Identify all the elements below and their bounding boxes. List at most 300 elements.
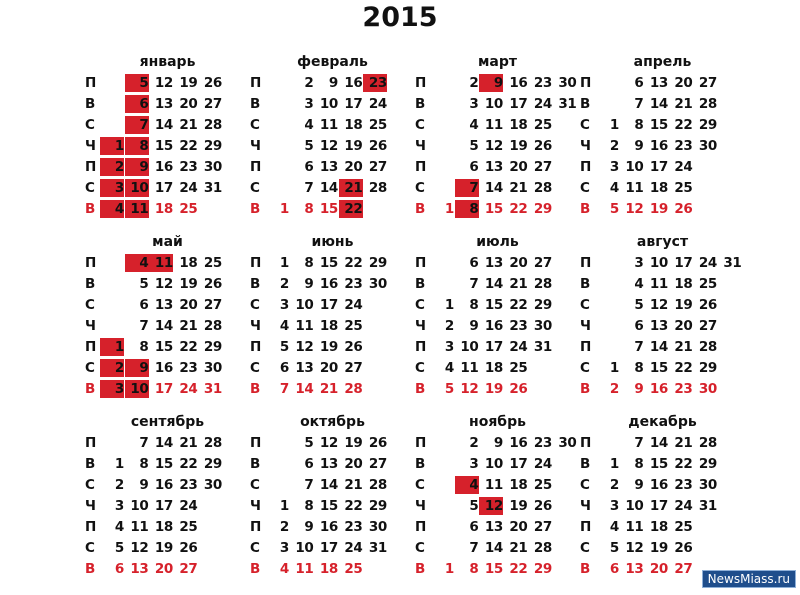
day-cell: 20 — [509, 159, 528, 175]
day-cell: 14 — [154, 435, 173, 451]
day-cell: 5 — [139, 276, 149, 292]
weekday-label: С — [250, 180, 260, 196]
day-cell: 31 — [558, 96, 577, 112]
day-cell: 5 — [125, 74, 149, 92]
day-cell: 13 — [319, 159, 338, 175]
day-cell: 18 — [319, 318, 338, 334]
day-cell: 18 — [649, 519, 668, 535]
day-cell: 2 — [100, 359, 124, 377]
weekday-label: С — [580, 180, 590, 196]
day-cell: 1 — [609, 360, 619, 376]
day-cell: 14 — [484, 540, 503, 556]
day-cell: 1 — [100, 137, 124, 155]
weekday-label: В — [415, 201, 426, 217]
day-cell: 23 — [179, 360, 198, 376]
day-cell: 15 — [154, 456, 173, 472]
day-cell: 25 — [674, 180, 693, 196]
day-cell: 29 — [533, 561, 552, 577]
day-cell: 30 — [698, 477, 717, 493]
day-cell: 1 — [100, 338, 124, 356]
day-cell: 25 — [674, 519, 693, 535]
day-cell: 14 — [319, 180, 338, 196]
weekday-label: В — [85, 96, 96, 112]
day-cell: 26 — [203, 276, 222, 292]
day-cell: 13 — [130, 561, 149, 577]
day-cell: 3 — [100, 380, 124, 398]
day-cell: 21 — [674, 435, 693, 451]
weekday-label: С — [85, 117, 95, 133]
day-cell: 2 — [469, 435, 479, 451]
day-cell: 26 — [674, 201, 693, 217]
day-cell: 12 — [625, 540, 644, 556]
day-cell: 25 — [344, 318, 363, 334]
weekday-label: С — [85, 360, 95, 376]
weekday-label: С — [580, 360, 590, 376]
day-cell: 20 — [154, 561, 173, 577]
day-cell: 28 — [203, 435, 222, 451]
day-cell: 23 — [674, 477, 693, 493]
day-cell: 11 — [125, 200, 149, 218]
day-cell: 29 — [698, 117, 717, 133]
day-cell: 20 — [344, 159, 363, 175]
day-cell: 18 — [509, 477, 528, 493]
weekday-label: В — [85, 201, 96, 217]
day-cell: 12 — [484, 138, 503, 154]
day-cell: 5 — [304, 138, 314, 154]
day-cell: 3 — [279, 540, 289, 556]
weekday-label: В — [580, 561, 591, 577]
month-11 — [575, 412, 750, 592]
day-cell: 14 — [649, 435, 668, 451]
day-cell: 22 — [674, 360, 693, 376]
day-cell: 27 — [533, 519, 552, 535]
day-cell: 22 — [509, 201, 528, 217]
day-cell: 14 — [319, 477, 338, 493]
day-cell: 20 — [509, 519, 528, 535]
day-cell: 2 — [609, 477, 619, 493]
day-cell: 26 — [368, 138, 387, 154]
day-cell: 30 — [368, 519, 387, 535]
weekday-label: П — [85, 339, 97, 355]
weekday-label: В — [415, 561, 426, 577]
weekday-label: С — [580, 117, 590, 133]
weekday-label: В — [415, 96, 426, 112]
day-cell: 30 — [533, 318, 552, 334]
day-cell: 20 — [179, 297, 198, 313]
month-name: январь — [139, 54, 196, 70]
day-cell: 26 — [674, 540, 693, 556]
day-cell: 10 — [295, 297, 314, 313]
day-cell: 17 — [509, 96, 528, 112]
day-cell: 25 — [203, 255, 222, 271]
day-cell: 4 — [455, 476, 479, 494]
day-cell: 19 — [154, 540, 173, 556]
day-cell: 6 — [125, 95, 149, 113]
day-cell: 14 — [484, 180, 503, 196]
day-cell: 16 — [319, 276, 338, 292]
day-cell: 1 — [279, 201, 289, 217]
day-cell: 16 — [154, 477, 173, 493]
weekday-label: П — [250, 435, 262, 451]
weekday-label: В — [580, 96, 591, 112]
day-cell: 21 — [179, 435, 198, 451]
day-cell: 23 — [533, 435, 552, 451]
day-cell: 25 — [344, 561, 363, 577]
day-cell: 19 — [649, 540, 668, 556]
day-cell: 9 — [479, 74, 503, 92]
day-cell: 21 — [319, 381, 338, 397]
month-name: март — [477, 54, 518, 70]
day-cell: 12 — [649, 297, 668, 313]
day-cell: 19 — [649, 201, 668, 217]
day-cell: 13 — [649, 318, 668, 334]
day-cell: 28 — [368, 477, 387, 493]
day-cell: 11 — [484, 117, 503, 133]
day-cell: 16 — [509, 75, 528, 91]
day-cell: 22 — [179, 138, 198, 154]
day-cell: 9 — [304, 519, 314, 535]
day-cell: 28 — [344, 381, 363, 397]
day-cell: 7 — [279, 381, 289, 397]
weekday-label: П — [580, 339, 592, 355]
day-cell: 2 — [609, 138, 619, 154]
day-cell: 27 — [698, 75, 717, 91]
day-cell: 22 — [674, 456, 693, 472]
day-cell: 10 — [125, 380, 149, 398]
day-cell: 15 — [154, 339, 173, 355]
day-cell: 16 — [649, 381, 668, 397]
day-cell: 27 — [179, 561, 198, 577]
day-cell: 12 — [479, 497, 503, 515]
day-cell: 11 — [625, 180, 644, 196]
day-cell: 15 — [154, 138, 173, 154]
day-cell: 17 — [154, 381, 173, 397]
day-cell: 17 — [509, 456, 528, 472]
day-cell: 17 — [154, 498, 173, 514]
day-cell: 15 — [649, 117, 668, 133]
day-cell: 26 — [179, 540, 198, 556]
weekday-label: Ч — [415, 318, 426, 334]
month-7 — [575, 232, 750, 412]
day-cell: 5 — [469, 138, 479, 154]
day-cell: 5 — [634, 297, 644, 313]
day-cell: 7 — [469, 540, 479, 556]
day-cell: 15 — [319, 498, 338, 514]
day-cell: 18 — [154, 519, 173, 535]
day-cell: 30 — [698, 381, 717, 397]
day-cell: 6 — [139, 297, 149, 313]
day-cell: 11 — [319, 117, 338, 133]
weekday-label: Ч — [580, 498, 591, 514]
day-cell: 20 — [319, 360, 338, 376]
day-cell: 3 — [279, 297, 289, 313]
day-cell: 2 — [100, 158, 124, 176]
weekday-label: В — [250, 276, 261, 292]
day-cell: 23 — [363, 74, 387, 92]
weekday-label: В — [415, 276, 426, 292]
day-cell: 1 — [444, 201, 454, 217]
day-cell: 26 — [698, 297, 717, 313]
day-cell: 29 — [533, 201, 552, 217]
weekday-label: С — [85, 477, 95, 493]
day-cell: 21 — [509, 276, 528, 292]
day-cell: 4 — [444, 360, 454, 376]
weekday-label: В — [580, 456, 591, 472]
day-cell: 27 — [368, 159, 387, 175]
day-cell: 12 — [625, 201, 644, 217]
day-cell: 10 — [625, 159, 644, 175]
day-cell: 26 — [533, 498, 552, 514]
day-cell: 1 — [279, 255, 289, 271]
day-cell: 12 — [295, 339, 314, 355]
day-cell: 11 — [649, 276, 668, 292]
day-cell: 8 — [139, 339, 149, 355]
month-name: сентябрь — [130, 414, 205, 430]
day-cell: 11 — [625, 519, 644, 535]
weekday-label: С — [250, 477, 260, 493]
month-name: октябрь — [300, 414, 365, 430]
day-cell: 8 — [125, 137, 149, 155]
day-cell: 23 — [344, 276, 363, 292]
day-cell: 7 — [634, 435, 644, 451]
weekday-label: В — [85, 276, 96, 292]
day-cell: 18 — [179, 255, 198, 271]
weekday-label: П — [85, 435, 97, 451]
weekday-label: С — [415, 180, 425, 196]
day-cell: 15 — [319, 201, 338, 217]
day-cell: 4 — [279, 561, 289, 577]
day-cell: 10 — [295, 540, 314, 556]
day-cell: 30 — [203, 360, 222, 376]
weekday-label: В — [580, 276, 591, 292]
day-cell: 4 — [304, 117, 314, 133]
day-cell: 12 — [154, 75, 173, 91]
day-cell: 8 — [455, 200, 479, 218]
day-cell: 24 — [179, 498, 198, 514]
day-cell: 7 — [634, 339, 644, 355]
day-cell: 16 — [649, 477, 668, 493]
day-cell: 10 — [460, 339, 479, 355]
weekday-label: Ч — [250, 498, 261, 514]
day-cell: 12 — [460, 381, 479, 397]
day-cell: 15 — [484, 201, 503, 217]
day-cell: 11 — [460, 360, 479, 376]
day-cell: 11 — [484, 477, 503, 493]
weekday-label: Ч — [580, 318, 591, 334]
day-cell: 21 — [674, 339, 693, 355]
day-cell: 28 — [203, 318, 222, 334]
day-cell: 3 — [114, 498, 124, 514]
day-cell: 26 — [368, 435, 387, 451]
day-cell: 4 — [469, 117, 479, 133]
day-cell: 31 — [203, 180, 222, 196]
month-3 — [575, 52, 750, 232]
day-cell: 22 — [339, 200, 363, 218]
day-cell: 28 — [698, 435, 717, 451]
day-cell: 19 — [509, 498, 528, 514]
day-cell: 4 — [634, 276, 644, 292]
day-cell: 5 — [609, 540, 619, 556]
day-cell: 2 — [279, 276, 289, 292]
weekday-label: Ч — [250, 318, 261, 334]
day-cell: 23 — [179, 477, 198, 493]
day-cell: 1 — [444, 561, 454, 577]
day-cell: 2 — [114, 477, 124, 493]
day-cell: 10 — [125, 179, 149, 197]
day-cell: 20 — [674, 318, 693, 334]
day-cell: 7 — [469, 276, 479, 292]
day-cell: 17 — [649, 498, 668, 514]
month-2 — [410, 52, 585, 232]
month-name: декабрь — [628, 414, 697, 430]
weekday-label: В — [250, 96, 261, 112]
weekday-label: В — [250, 561, 261, 577]
day-cell: 2 — [279, 519, 289, 535]
day-cell: 4 — [609, 180, 619, 196]
day-cell: 29 — [368, 498, 387, 514]
day-cell: 9 — [125, 359, 149, 377]
day-cell: 2 — [444, 318, 454, 334]
day-cell: 3 — [304, 96, 314, 112]
day-cell: 25 — [533, 117, 552, 133]
month-1 — [245, 52, 420, 232]
weekday-label: П — [580, 255, 592, 271]
weekday-label: С — [415, 117, 425, 133]
day-cell: 19 — [179, 75, 198, 91]
day-cell: 24 — [698, 255, 717, 271]
day-cell: 5 — [304, 435, 314, 451]
weekday-label: Ч — [250, 138, 261, 154]
month-name: июль — [476, 234, 519, 250]
day-cell: 18 — [319, 561, 338, 577]
day-cell: 21 — [674, 96, 693, 112]
day-cell: 28 — [698, 96, 717, 112]
day-cell: 18 — [344, 117, 363, 133]
day-cell: 31 — [203, 381, 222, 397]
weekday-label: Ч — [85, 138, 96, 154]
day-cell: 24 — [509, 339, 528, 355]
weekday-label: С — [415, 540, 425, 556]
day-cell: 3 — [100, 179, 124, 197]
day-cell: 13 — [625, 561, 644, 577]
day-cell: 10 — [484, 456, 503, 472]
watermark-badge: NewsMiass.ru — [702, 570, 796, 588]
day-cell: 13 — [484, 519, 503, 535]
day-cell: 27 — [533, 159, 552, 175]
day-cell: 5 — [279, 339, 289, 355]
weekday-label: Ч — [415, 498, 426, 514]
day-cell: 19 — [179, 276, 198, 292]
day-cell: 5 — [469, 498, 479, 514]
day-cell: 15 — [319, 255, 338, 271]
day-cell: 3 — [609, 498, 619, 514]
day-cell: 28 — [698, 339, 717, 355]
weekday-label: С — [580, 477, 590, 493]
day-cell: 31 — [533, 339, 552, 355]
day-cell: 21 — [179, 318, 198, 334]
weekday-label: П — [415, 519, 427, 535]
weekday-label: В — [580, 381, 591, 397]
weekday-label: В — [580, 201, 591, 217]
day-cell: 14 — [649, 96, 668, 112]
day-cell: 11 — [130, 519, 149, 535]
weekday-label: С — [580, 297, 590, 313]
day-cell: 23 — [344, 519, 363, 535]
day-cell: 16 — [484, 318, 503, 334]
day-cell: 26 — [203, 75, 222, 91]
day-cell: 20 — [179, 96, 198, 112]
day-cell: 28 — [368, 180, 387, 196]
day-cell: 17 — [319, 297, 338, 313]
day-cell: 5 — [444, 381, 454, 397]
day-cell: 22 — [179, 339, 198, 355]
day-cell: 3 — [444, 339, 454, 355]
day-cell: 13 — [154, 96, 173, 112]
weekday-label: П — [85, 519, 97, 535]
day-cell: 21 — [344, 477, 363, 493]
weekday-label: П — [415, 255, 427, 271]
month-8 — [80, 412, 255, 592]
day-cell: 28 — [533, 276, 552, 292]
day-cell: 8 — [304, 201, 314, 217]
day-cell: 3 — [634, 255, 644, 271]
day-cell: 6 — [114, 561, 124, 577]
day-cell: 13 — [484, 255, 503, 271]
day-cell: 4 — [279, 318, 289, 334]
day-cell: 2 — [469, 75, 479, 91]
weekday-label: П — [250, 75, 262, 91]
day-cell: 16 — [509, 435, 528, 451]
day-cell: 30 — [698, 138, 717, 154]
day-cell: 3 — [469, 456, 479, 472]
day-cell: 8 — [634, 117, 644, 133]
day-cell: 10 — [319, 96, 338, 112]
day-cell: 20 — [649, 561, 668, 577]
weekday-label: Ч — [85, 318, 96, 334]
day-cell: 14 — [295, 381, 314, 397]
weekday-label: П — [580, 435, 592, 451]
day-cell: 24 — [344, 540, 363, 556]
day-cell: 20 — [674, 75, 693, 91]
weekday-label: П — [415, 159, 427, 175]
month-name: апрель — [633, 54, 692, 70]
day-cell: 11 — [149, 254, 173, 272]
weekday-label: П — [250, 255, 262, 271]
day-cell: 18 — [509, 117, 528, 133]
day-cell: 6 — [609, 561, 619, 577]
day-cell: 30 — [368, 276, 387, 292]
day-cell: 16 — [154, 159, 173, 175]
day-cell: 8 — [469, 561, 479, 577]
day-cell: 28 — [533, 180, 552, 196]
day-cell: 19 — [674, 297, 693, 313]
weekday-label: П — [415, 339, 427, 355]
day-cell: 24 — [368, 96, 387, 112]
day-cell: 22 — [509, 297, 528, 313]
day-cell: 23 — [533, 75, 552, 91]
weekday-label: В — [415, 381, 426, 397]
year-title: 2015 — [362, 2, 438, 33]
day-cell: 27 — [344, 360, 363, 376]
weekday-label: С — [85, 180, 95, 196]
day-cell: 19 — [344, 435, 363, 451]
weekday-label: С — [415, 297, 425, 313]
day-cell: 9 — [469, 318, 479, 334]
weekday-label: С — [250, 297, 260, 313]
day-cell: 13 — [154, 297, 173, 313]
day-cell: 22 — [674, 117, 693, 133]
day-cell: 5 — [609, 201, 619, 217]
